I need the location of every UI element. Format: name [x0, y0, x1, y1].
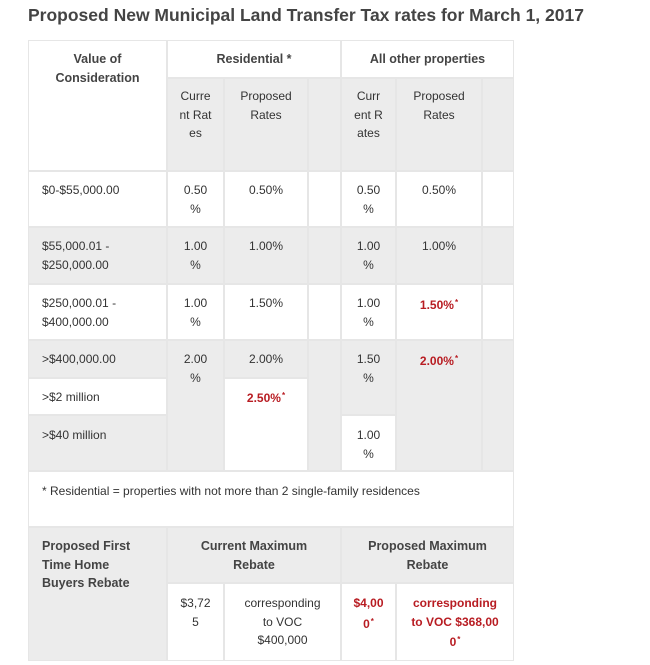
row-2-res-proposed: 1.00%: [224, 227, 308, 284]
asterisk-note-marker: *: [454, 298, 459, 307]
rebate-current-note: corresponding to VOC $400,000: [224, 583, 341, 661]
row-4-res-proposed: 2.00%: [224, 340, 308, 378]
rebate-current-header: Current Maximum Rebate: [167, 527, 341, 583]
row-2-oth-proposed: 1.00%: [396, 227, 482, 284]
row-3-res-proposed: 1.50%: [224, 284, 308, 340]
row-1-res-spacer: [308, 171, 341, 227]
header-res-current: Current Rates: [167, 78, 224, 171]
rebate-proposed-note: [396, 583, 514, 661]
row-6-value: >$40 million: [28, 415, 167, 471]
row-5-res-proposed-value: 2.50%: [246, 391, 281, 405]
row-3-oth-proposed-value: 1.50%: [419, 298, 454, 312]
page-title: Proposed New Municipal Land Transfer Tax rates for March 1, 2017: [28, 5, 584, 25]
row-2-oth-current: 1.00 %: [341, 227, 396, 284]
footnote: * Residential = properties with not more than 2 single-family residences: [28, 471, 514, 527]
row-1-res-proposed: 0.50%: [224, 171, 308, 227]
asterisk-note-marker: *: [457, 635, 461, 644]
asterisk-note-marker: *: [454, 354, 459, 363]
row-1-value: $0-$55,000.00: [28, 171, 167, 227]
row-3-res-current: 1.00 %: [167, 284, 224, 340]
row-3-value: $250,000.01 - $400,000.00: [28, 284, 167, 340]
row-4-oth-current: 1.50 %: [341, 340, 396, 415]
header-res-proposed: Proposed Rates: [224, 78, 308, 171]
header-oth-spacer: [482, 78, 514, 171]
row-2-oth-spacer: [482, 227, 514, 284]
row-1-res-current: 0.50 %: [167, 171, 224, 227]
row-1-oth-spacer: [482, 171, 514, 227]
row-1-oth-proposed: 0.50%: [396, 171, 482, 227]
rebate-label: Proposed First Time Home Buyers Rebate: [28, 527, 167, 661]
row-6-oth-current: 1.00 %: [341, 415, 396, 471]
header-other: All other properties: [341, 40, 514, 78]
rebate-current-amount: $3,725: [167, 583, 224, 661]
row-5-value: >$2 million: [28, 378, 167, 415]
rebate-proposed-note-value: corresponding to VOC $368,000: [411, 596, 499, 649]
row-2-res-spacer: [308, 227, 341, 284]
row-4-res-current: 2.00 %: [167, 340, 224, 471]
row-4-oth-spacer: [482, 340, 514, 471]
header-oth-proposed: Proposed Rates: [396, 78, 482, 171]
row-4-value: >$400,000.00: [28, 340, 167, 378]
row-3-oth-current: 1.00 %: [341, 284, 396, 340]
row-3-oth-proposed: [396, 284, 482, 340]
asterisk-note-marker: *: [370, 616, 374, 626]
header-res-spacer: [308, 78, 341, 171]
rebate-proposed-header: Proposed Maximum Rebate: [341, 527, 514, 583]
row-1-oth-current: 0.50 %: [341, 171, 396, 227]
row-5-res-proposed: [224, 378, 308, 471]
row-2-value: $55,000.01 - $250,000.00: [28, 227, 167, 284]
row-4-oth-proposed-value: 2.00%: [419, 354, 454, 368]
row-4-res-spacer: [308, 340, 341, 471]
row-4-oth-proposed: [396, 340, 482, 471]
header-value: Value of Consideration: [28, 40, 167, 171]
rebate-proposed-amount-value: $4,000: [353, 596, 384, 631]
rebate-proposed-amount: [341, 583, 396, 661]
header-oth-current: Current Rates: [341, 78, 396, 171]
row-2-res-current: 1.00 %: [167, 227, 224, 284]
header-residential: Residential *: [167, 40, 341, 78]
asterisk-note-marker: *: [281, 391, 286, 400]
row-3-res-spacer: [308, 284, 341, 340]
row-3-oth-spacer: [482, 284, 514, 340]
